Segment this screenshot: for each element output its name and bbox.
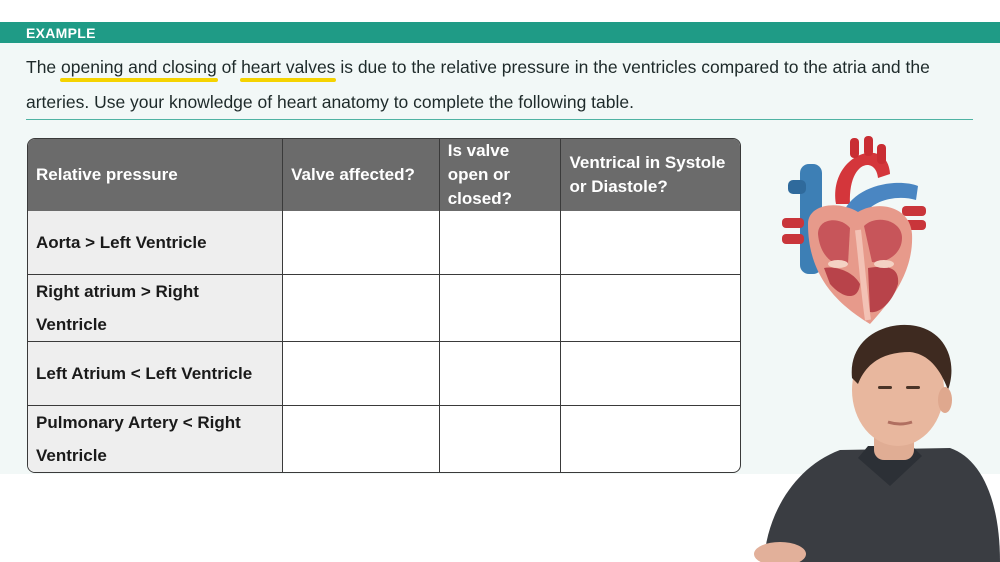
table-row [28,275,740,342]
presenter-video [740,318,1000,562]
answer-cell-valve[interactable] [283,211,440,275]
intro-word: The [26,57,57,77]
divider-line [26,119,973,120]
answer-cell-phase[interactable] [561,406,740,472]
header-systole-diastole: Ventrical in Systole or Diastole? [561,139,740,211]
highlight-opening-closing: opening and closing [61,57,217,77]
highlight-heart-valves: heart valves [241,57,336,77]
row-label: Left Atrium < Left Ventricle [28,342,283,406]
answer-cell-state[interactable] [440,275,562,342]
row-label: Aorta > Left Ventricle [28,211,283,275]
valve-pressure-table [27,138,741,473]
question-text [26,50,976,120]
row-label: Right atrium > Right Ventricle [28,275,283,342]
answer-cell-valve[interactable] [283,406,440,472]
table-row [28,342,740,406]
example-header-bar [0,22,1000,43]
answer-cell-state[interactable] [440,211,562,275]
header-valve-affected: Valve affected? [283,139,440,211]
answer-cell-phase[interactable] [561,342,740,406]
answer-cell-state[interactable] [440,406,562,472]
table-row [28,211,740,275]
answer-cell-valve[interactable] [283,342,440,406]
answer-cell-valve[interactable] [283,275,440,342]
header-relative-pressure: Relative pressure [28,139,283,211]
answer-cell-phase[interactable] [561,275,740,342]
example-label: EXAMPLE [26,25,96,41]
header-open-closed: Is valve open or closed? [440,139,562,211]
row-label: Pulmonary Artery < Right Ventricle [28,406,283,472]
answer-cell-state[interactable] [440,342,562,406]
intro-word: of [221,57,237,77]
table-row [28,406,740,472]
intro-rest: is due to the relative pressure in the ventricles compared to the atria and the arteries. Use your knowledge of heart anatomy to complete the following table. [26,57,930,112]
table-header-row [28,139,740,211]
answer-cell-phase[interactable] [561,211,740,275]
heart-illustration [778,134,930,330]
